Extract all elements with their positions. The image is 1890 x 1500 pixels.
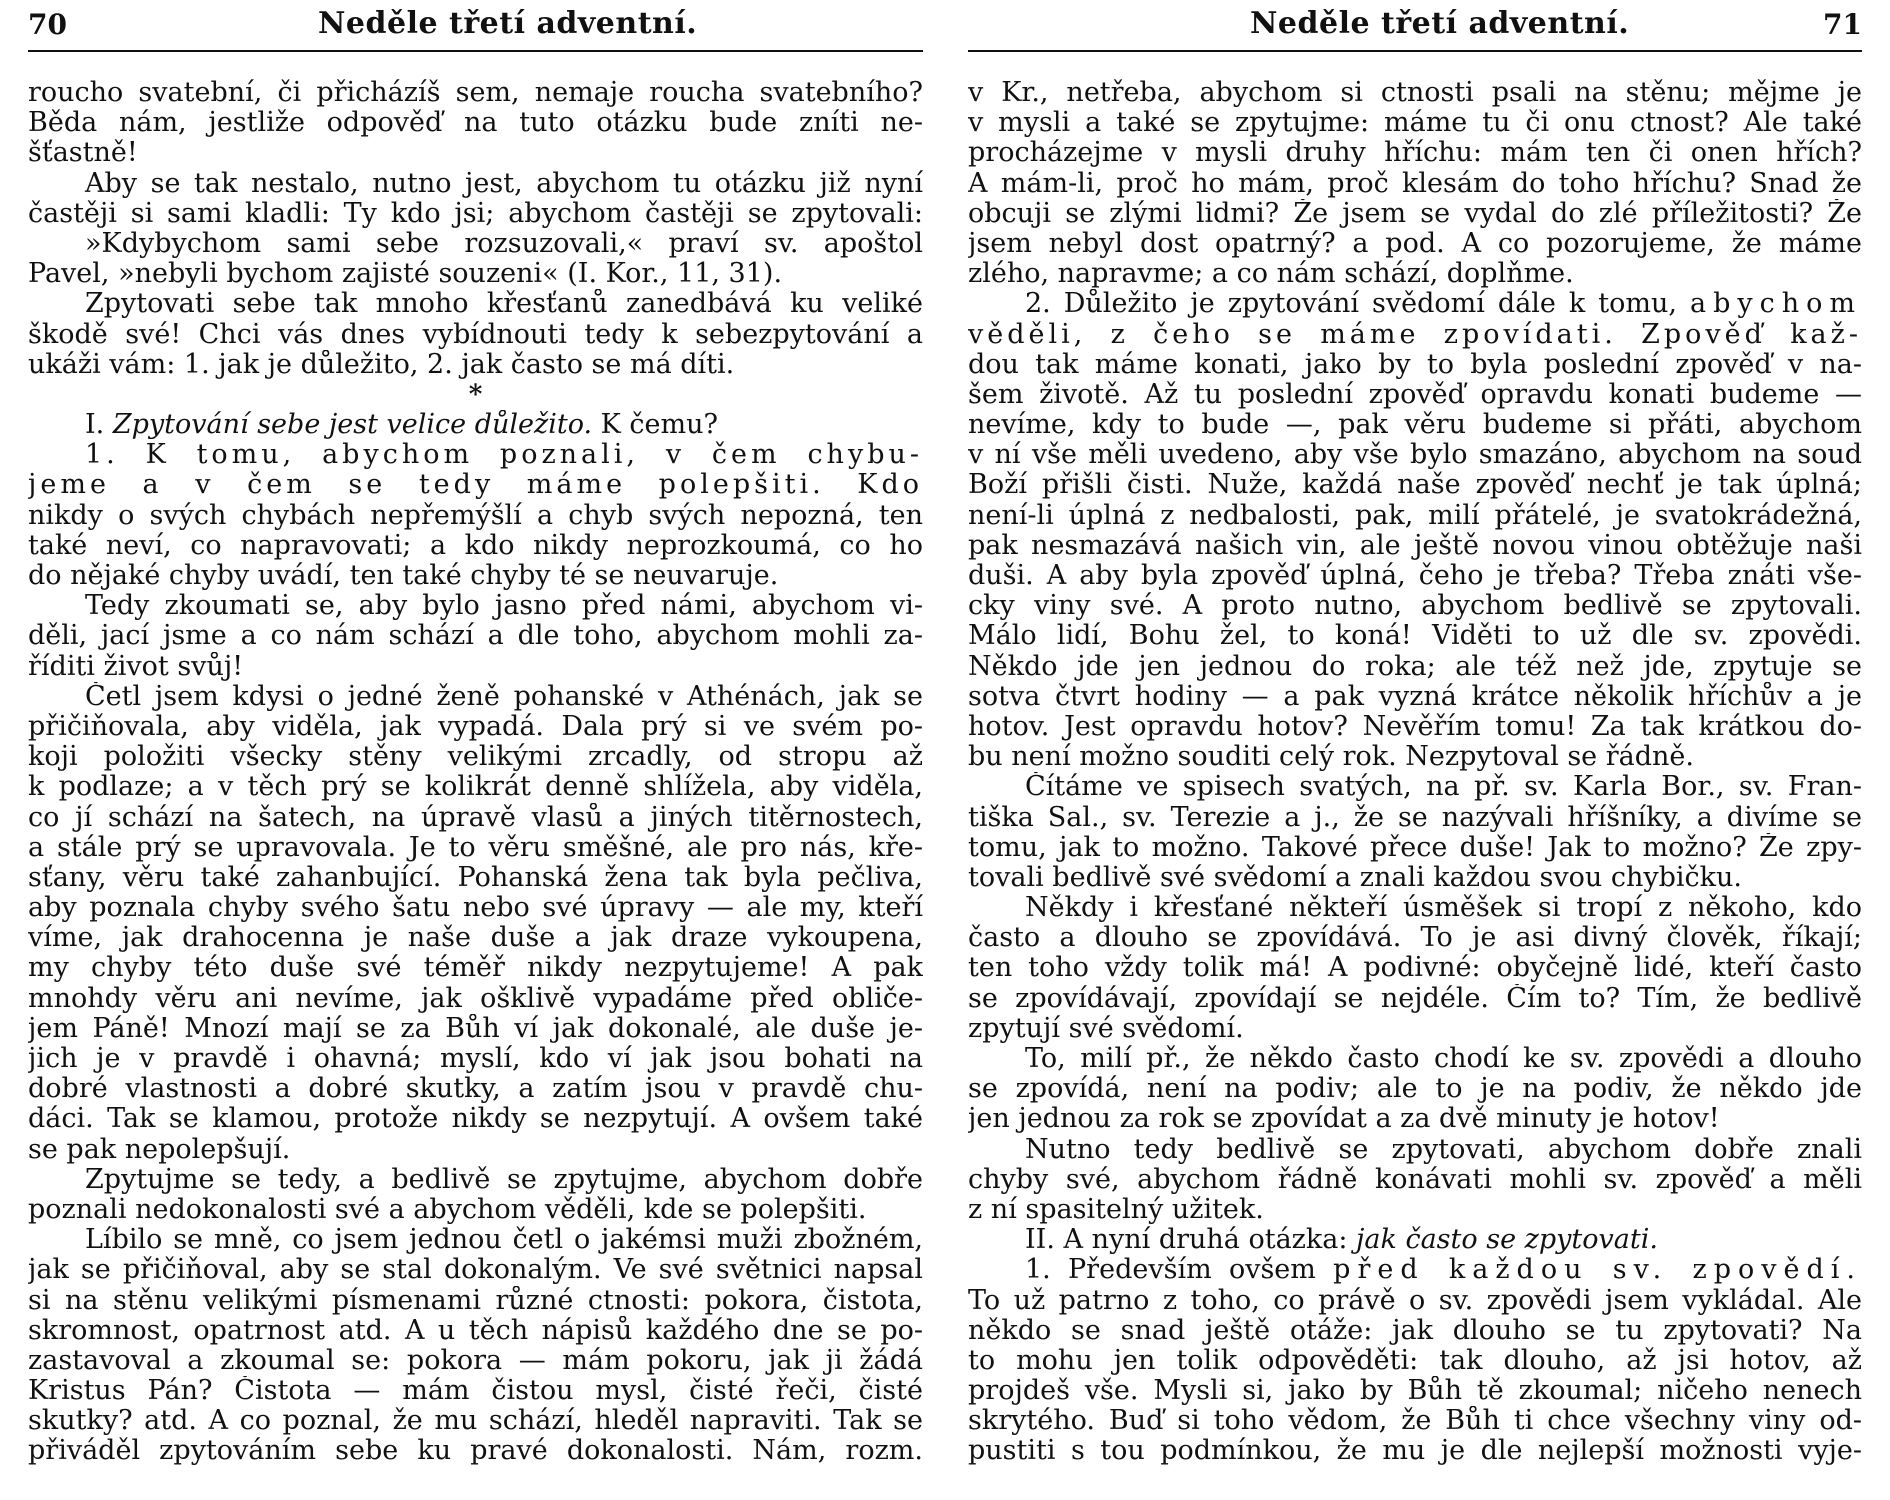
text-line: pustiti s tou podmínkou, že mu je dle nejlepší možnosti vyje- — [968, 1436, 1862, 1467]
left-page — [28, 0, 923, 1500]
text-line: procházejme v mysli druhy hříchu: mám ten či onen hřích? — [968, 138, 1862, 169]
text-line: přiváděl zpytováním sebe ku pravé dokonalosti. Nám, rozm. — [28, 1436, 923, 1467]
text-line: tiška Sal., sv. Terezie a j., že se nazývali hříšníky, a divíme se — [968, 802, 1862, 833]
text-line: 2. Důležito je zpytování svědomí dále k tomu, abychom — [1025, 289, 1862, 320]
text-line: zlého, napravme; a co nám schází, doplňme. — [968, 259, 1574, 290]
text-line: se pak nepolepšují. — [28, 1134, 291, 1165]
text-line: říditi život svůj! — [28, 651, 244, 682]
text-line: co jí schází na šatech, na úpravě vlasů a jiných titěrnostech, — [28, 802, 923, 833]
text-line: pak nesmazává našich vin, ale ještě novou vinou obtěžuje naši — [968, 530, 1862, 561]
text-line: dou tak máme konati, jako by to byla poslední zpověď v na- — [968, 349, 1862, 380]
text-line: se zpovídávají, zpovídají se nejdéle. Čím to? Tím, že bedlivě — [968, 983, 1862, 1014]
text-line: do nějaké chyby uvádí, ten také chyby té se neuvaruje. — [28, 561, 779, 591]
text-line: obcuji se zlými lidmi? Že jsem se vydal do zlé příležitosti? Že — [968, 198, 1862, 229]
text-line: To už patrno z toho, co právě o sv. zpovědi jsem vykládal. Ale — [968, 1285, 1862, 1316]
text-line: zastavoval a zkoumal se: pokora — mám pokoru, jak ji žádá — [28, 1345, 923, 1376]
text-line: mnohdy věru ani nevíme, jak ošklivě vypadáme před obliče- — [28, 983, 923, 1014]
text-line: my chyby této duše své téměř nikdy nezpytujeme! A pak — [28, 953, 923, 984]
text-line: v mysli a také se zpytujme: máme tu či onu ctnost? Ale také — [968, 108, 1862, 139]
text-line: to mohu jen tolik odpověděti: tak dlouho, až jsi hotov, až — [968, 1345, 1862, 1376]
text-line: Zpytovati sebe tak mnoho křesťanů zanedbává ku veliké — [85, 289, 923, 320]
text-line: To, milí př., že někdo často chodí ke sv. zpovědi a dlouho — [1025, 1044, 1862, 1074]
text-line: aby poznala chyby svého šatu nebo své úpravy — ale my, kteří — [28, 893, 923, 924]
text-line: Nutno tedy bedlivě se zpytovati, abychom dobře znali — [1025, 1134, 1862, 1165]
text-line: 1. Především ovšem před každou sv. zpovědí. — [1025, 1255, 1862, 1286]
left-text-column — [28, 78, 923, 1467]
section-divider-asterisk: * — [468, 379, 483, 410]
text-line: v Kr., netřeba, abychom si ctnosti psali na stěnu; mějme je — [968, 78, 1862, 108]
text-line: tomu, jak to možno. Takové přece duše! Jak to možno? Že zpy- — [968, 832, 1862, 863]
text-line: ten toho vždy tolik má! A podivné: obyčejně lidé, kteří často — [968, 953, 1862, 984]
text-line: Někdy i křesťané někteří úsměšek si tropí z někoho, kdo — [1025, 893, 1862, 924]
right-running-head: Neděle třetí adventní. — [1250, 6, 1630, 41]
text-line: nevíme, kdy to bude —, pak věru budeme si přáti, abychom — [968, 410, 1862, 441]
text-line: Pavel, »nebyli bychom zajisté souzeni« (I. Kor., 11, 31). — [28, 259, 783, 290]
text-line: Málo lidí, Bohu žel, to koná! Viděti to už dle sv. zpovědi. — [968, 621, 1862, 652]
text-line: dobré vlastnosti a dobré skutky, a zatím jsou v pravdě chu- — [28, 1074, 923, 1105]
text-line: I. Zpytování sebe jest velice důležito. K čemu? — [85, 410, 718, 441]
left-page-header — [28, 0, 923, 52]
text-line: šťastně! — [28, 138, 138, 169]
text-line: přičiňovala, aby viděla, jak vypadá. Dala prý si ve svém po- — [28, 711, 923, 742]
text-line: jen jednou za rok se zpovídat a za dvě minuty je hotov! — [968, 1104, 1720, 1135]
text-line: věděli, z čeho se máme zpovídati. Zpověď kaž- — [968, 319, 1862, 350]
text-line: skutky? atd. A co poznal, že mu schází, hleděl napraviti. Tak se — [28, 1406, 923, 1437]
text-line: bu není možno souditi celý rok. Nezpytoval se řádně. — [968, 742, 1694, 773]
text-line: skromnost, opatrnost atd. A u těch nápisů každého dne se po- — [28, 1315, 923, 1346]
text-line: jich je v pravdě i ohavná; myslí, kdo ví jak jsou bohati na — [28, 1044, 923, 1074]
text-line: děli, jací jsme a co nám schází a dle toho, abychom mohli za- — [28, 621, 923, 652]
text-line: jeme a v čem se tedy máme polepšiti. Kdo — [28, 470, 923, 501]
text-line: »Kdybychom sami sebe rozsuzovali,« praví sv. apoštol — [85, 228, 923, 259]
text-line: projdeš vše. Mysli si, jako by Bůh tě zkoumal; ničeho nenech — [968, 1376, 1862, 1407]
text-line: k podlaze; a v těch prý se kolikrát denně shlížela, aby viděla, — [28, 772, 923, 803]
right-page-number: 71 — [1823, 8, 1862, 41]
text-line: ukáži vám: 1. jak je důležito, 2. jak často se má díti. — [28, 349, 735, 380]
text-line: A mám-li, proč ho mám, proč klesám do toho hříchu? Snad že — [968, 168, 1862, 199]
text-line: jem Páně! Mnozí mají se za Bůh ví jak dokonalé, ale duše je- — [28, 1013, 923, 1044]
text-line: z ní spasitelný užitek. — [968, 1194, 1264, 1225]
text-line: poznali nedokonalosti své a abychom věděli, kde se polepšiti. — [28, 1194, 867, 1225]
text-line: Četl jsem kdysi o jedné ženě pohanské v Athénách, jak se — [85, 681, 923, 712]
text-line: jak se přičiňoval, aby se stal dokonalým. Ve své světnici napsal — [28, 1255, 923, 1286]
text-line: Boží přišli čisti. Nuže, každá naše zpověď nechť je tak úplná; — [968, 470, 1862, 501]
text-line: víme, jak drahocenna je naše duše a jak draze vykoupena, — [28, 923, 923, 954]
right-page-header — [968, 0, 1862, 52]
text-line: skrytého. Buď si toho vědom, že Bůh ti chce všechny viny od- — [968, 1406, 1862, 1437]
text-line: častěji si sami kladli: Ty kdo jsi; abychom častěji se zpytovali: — [28, 198, 923, 229]
text-line: Zpytujme se tedy, a bedlivě se zpytujme, abychom dobře — [85, 1164, 923, 1195]
text-line: není-li úplná z nedbalosti, pak, milí přátelé, je svatokrádežná, — [968, 500, 1862, 531]
left-page-number: 70 — [28, 8, 67, 41]
left-running-head: Neděle třetí adventní. — [318, 6, 698, 41]
text-line: si na stěnu velikými písmenami různé ctnosti: pokora, čistota, — [28, 1285, 923, 1316]
text-line: dáci. Tak se klamou, protože nikdy se nezpytují. A ovšem také — [28, 1104, 923, 1135]
text-line: chyby své, abychom řádně konávati mohli sv. zpověď a měli — [968, 1164, 1862, 1195]
text-line: sťany, věru také zahanbující. Pohanská žena tak byla pečliva, — [28, 862, 923, 893]
text-line: také neví, co napravovati; a kdo nikdy neprozkoumá, co ho — [28, 530, 923, 561]
text-line: šem životě. Až tu poslední zpověď opravdu konati budeme — — [968, 379, 1862, 410]
text-line: v ní vše měli uvedeno, aby vše bylo smazáno, abychom na soud — [968, 440, 1862, 471]
text-line: jsem nebyl dost opatrný? a pod. A co pozorujeme, že máme — [968, 228, 1862, 259]
text-line: nikdy o svých chybách nepřemýšlí a chyb svých nepozná, ten — [28, 500, 923, 531]
text-line: Aby se tak nestalo, nutno jest, abychom tu otázku již nyní — [85, 168, 923, 199]
text-line: sotva čtvrt hodiny — a pak vyzná krátce několik hříchův a je — [968, 681, 1862, 712]
text-line: koji položiti všecky stěny velikými zrcadly, od stropu až — [28, 742, 923, 773]
right-page — [968, 0, 1862, 1500]
text-line: Tedy zkoumati se, aby bylo jasno před námi, abychom vi- — [85, 591, 923, 622]
text-line: někdo se snad ještě otáže: jak dlouho se tu zpytovati? Na — [968, 1315, 1862, 1346]
right-text-column — [968, 78, 1862, 1467]
text-line: tovali bedlivě své svědomí a znali každou svou chybičku. — [968, 862, 1742, 893]
text-line: a stále prý se upravovala. Je to věru směšné, ale pro nás, kře- — [28, 832, 923, 863]
text-line: se zpovídá, není na podiv; ale to je na podiv, že někdo jde — [968, 1074, 1862, 1105]
text-line: Běda nám, jestliže odpověď na tuto otázku bude zníti ne- — [28, 108, 923, 139]
text-line: Někdo jde jen jednou do roka; ale též než jde, zpytuje se — [968, 651, 1862, 682]
text-line: 1. K tomu, abychom poznali, v čem chybu- — [85, 440, 923, 471]
text-line: cky viny své. A proto nutno, abychom bedlivě se zpytovali. — [968, 591, 1862, 622]
text-line: Kristus Pán? Čistota — mám čistou mysl, čisté řeči, čisté — [28, 1376, 923, 1407]
text-line: hotov. Jest opravdu hotov? Nevěřím tomu! Za tak krátkou do- — [968, 711, 1862, 742]
text-line: často a dlouho se zpovídává. To je asi divný člověk, říkají; — [968, 923, 1862, 954]
text-line: duši. A aby byla zpověď úplná, čeho je třeba? Třeba znáti vše- — [968, 561, 1862, 591]
text-line: Líbilo se mně, co jsem jednou četl o jakémsi muži zbožném, — [85, 1225, 923, 1256]
text-line: II. A nyní druhá otázka: jak často se zpytovati. — [1025, 1225, 1658, 1256]
text-line: zpytují své svědomí. — [968, 1013, 1244, 1044]
text-line: roucho svatební, či přicházíš sem, nemaje roucha svatebního? — [28, 78, 923, 108]
text-line: Čítáme ve spisech svatých, na př. sv. Karla Bor., sv. Fran- — [1025, 772, 1862, 803]
text-line: škodě své! Chci vás dnes vybídnouti tedy k sebezpytování a — [28, 319, 923, 350]
